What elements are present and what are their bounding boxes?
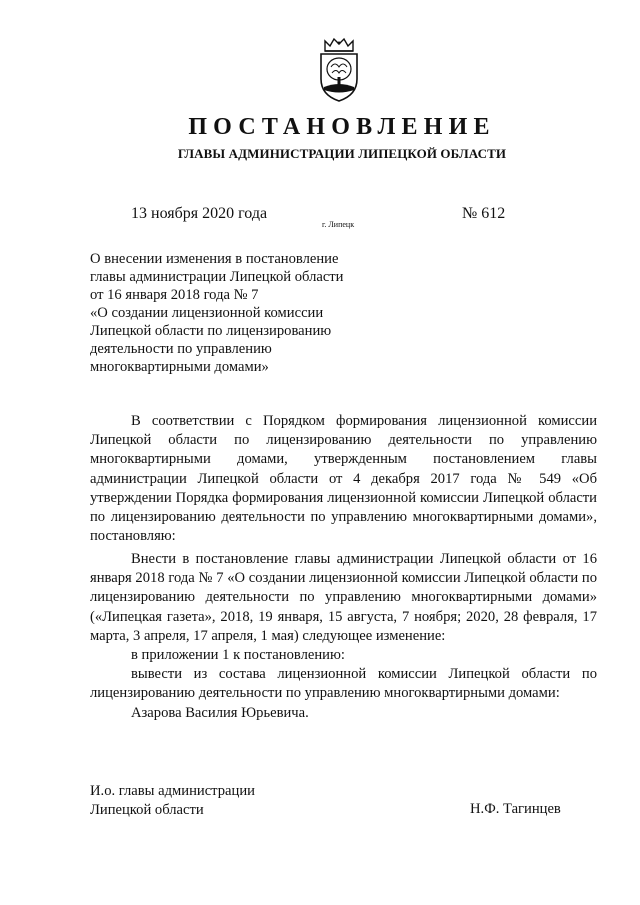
subject-line: «О создании лицензионной комиссии (90, 305, 324, 321)
removal-paragraph: вывести из состава лицензионной комиссии Липецкой области по лицензированию деятельности по управлению многоквартирными домами: (90, 666, 597, 702)
amendment-paragraph: Внести в постановление главы администрации Липецкой области от 16 января 2018 года № 7 «О создании лицензионной комиссии Липецкой области по лицензированию деятельности по управлению многоквартирными домами» («Липецкая газета», 2018, 19 января, 15 августа, 7 ноября; 2020, 28 февраля, 17 марта, 3 апреля, 17 апреля, 1 мая) следующее изменение: (90, 551, 597, 644)
document-date: 13 ноября 2020 года (131, 205, 268, 222)
subject-line: Липецкой области по лицензированию (90, 323, 332, 339)
subject-line: от 16 января 2018 года № 7 (90, 287, 259, 303)
position-line: И.о. главы администрации (90, 783, 255, 799)
signatory-position (90, 782, 255, 820)
subject-line: главы администрации Липецкой области (90, 269, 344, 285)
coat-of-arms-icon (313, 37, 365, 103)
document-subtitle: ГЛАВЫ АДМИНИСТРАЦИИ ЛИПЕЦКОЙ ОБЛАСТИ (177, 146, 507, 161)
position-line: Липецкой области (90, 802, 204, 818)
preamble-paragraph: В соответствии с Порядком формирования лицензионной комиссии Липецкой области по лицензированию деятельности по управлению многоквартирными домами, утвержденным постановлением главы администрации Липецкой области от 4 декабря 2017 года № 549 «Об утверждении Порядка формирования лицензионной комиссии Липецкой области по лицензированию деятельности по управлению многоквартирными домами», постановляю: (90, 413, 597, 545)
person-paragraph: Азарова Василия Юрьевича. (131, 705, 309, 721)
subject-line: деятельности по управлению (90, 341, 272, 357)
document-title: ПОСТАНОВЛЕНИЕ (188, 114, 496, 140)
appendix-paragraph: в приложении 1 к постановлению: (131, 647, 345, 663)
document-subject (90, 250, 390, 376)
document-number: № 612 (462, 205, 506, 222)
signatory-name: Н.Ф. Тагинцев (470, 801, 561, 817)
document-city: г. Липецк (322, 220, 355, 229)
subject-line: О внесении изменения в постановление (90, 251, 339, 267)
subject-line: многоквартирными домами» (90, 359, 269, 375)
